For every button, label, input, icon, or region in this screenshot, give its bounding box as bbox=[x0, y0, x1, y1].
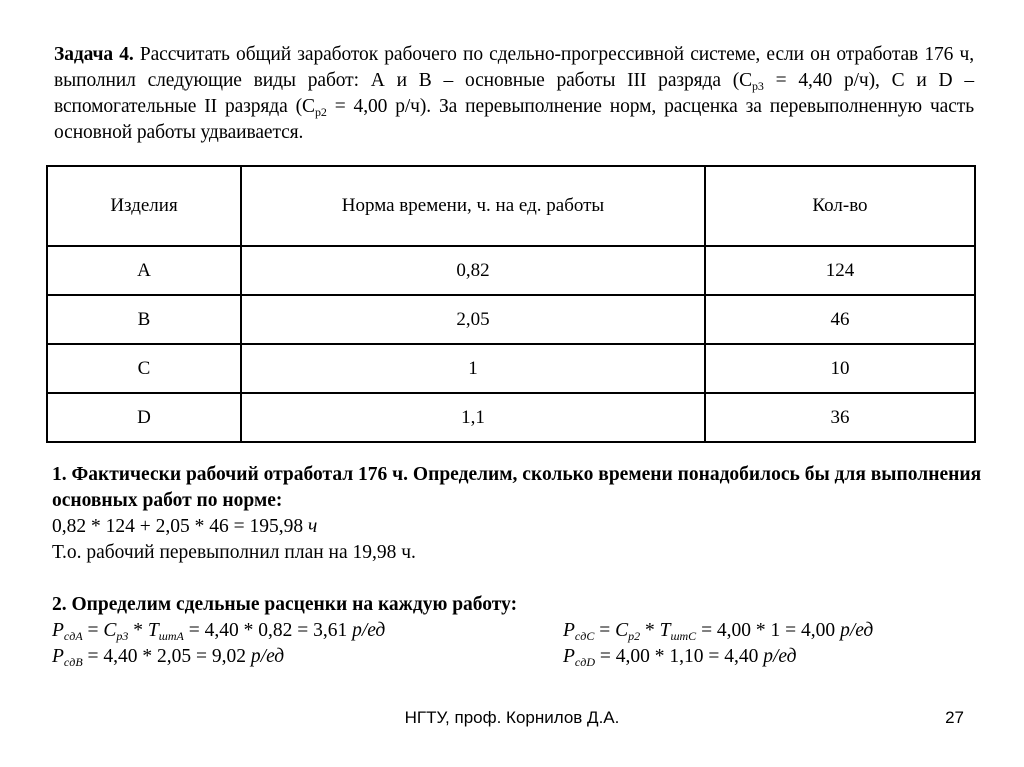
header-cell: Изделия bbox=[47, 166, 241, 246]
formula-row-1 bbox=[52, 618, 982, 644]
table-cell: 0,82 bbox=[241, 246, 705, 295]
table-cell: D bbox=[47, 393, 241, 442]
task-statement bbox=[54, 42, 974, 146]
table-row bbox=[47, 295, 975, 344]
table-cell: 46 bbox=[705, 295, 975, 344]
step1-calc-unit: ч bbox=[303, 516, 318, 537]
table-cell: B bbox=[47, 295, 241, 344]
task-text-1: Рассчитать общий заработок рабочего по сдельно-прогрессивной системе, если он отработав 176 ч, выполнил следующие виды работ: А и В – основные работы III разряда (С bbox=[54, 44, 974, 91]
formula-d: $Р_{сдD} = 4,00 * 1,10 = 4,40$ р/ед bbox=[563, 646, 797, 669]
task-text-3: = 4,00 р/ч). За перевыполнение норм, расценка за перевыполненную часть основной работы удваивается. bbox=[54, 96, 974, 143]
task-sub-1: р3 bbox=[752, 79, 764, 93]
task-sub-2: р2 bbox=[314, 105, 327, 119]
step1-calc bbox=[52, 514, 982, 540]
table-cell: A bbox=[47, 246, 241, 295]
table-row bbox=[47, 393, 975, 442]
table-cell: 36 bbox=[705, 393, 975, 442]
formula-b: $Р_{сдВ} = 4,40 * 2,05 = 9,02$ р/ед bbox=[52, 646, 285, 669]
task-heading: Задача 4. bbox=[54, 44, 134, 65]
table-cell: 1 bbox=[241, 344, 705, 393]
formula-a: $Р_{сдА} = С_{р3} * Т_{штА} = 4,40 * 0,82 = 3,61$ р/ед bbox=[52, 620, 386, 643]
table-header-row bbox=[47, 166, 975, 246]
footer-author: НГТУ, проф. Корнилов Д.А. bbox=[404, 708, 620, 727]
table-cell: 10 bbox=[705, 344, 975, 393]
formula-row-2 bbox=[52, 644, 982, 670]
step1-result: Т.о. рабочий перевыполнил план на 19,98 ч. bbox=[52, 542, 416, 563]
table-cell: 124 bbox=[705, 246, 975, 295]
header-cell: Кол-во bbox=[705, 166, 975, 246]
table-cell: 1,1 bbox=[241, 393, 705, 442]
solution bbox=[52, 462, 982, 670]
page-number: 27 bbox=[945, 708, 964, 727]
step1-calc-expr: 0,82 * 124 + 2,05 * 46 = 195,98 bbox=[52, 516, 304, 537]
data-table bbox=[46, 165, 976, 443]
formula-c: $Р_{сдС} = С_{р2} * Т_{штС} = 4,00 * 1 = 4,00$ р/ед bbox=[563, 620, 874, 643]
table-row bbox=[47, 246, 975, 295]
task-text-2: = 4,40 р/ч), С и D – вспомогательные II разряда (С bbox=[54, 70, 975, 117]
table-row bbox=[47, 344, 975, 393]
header-cell: Норма времени, ч. на ед. работы bbox=[241, 166, 705, 246]
step1-heading: 1. Фактически рабочий отработал 176 ч. Определим, сколько времени понадобилось бы для выполнения основных работ по норме: bbox=[52, 464, 982, 511]
step2-heading: 2. Определим сдельные расценки на каждую работу: bbox=[52, 594, 518, 615]
table-cell: 2,05 bbox=[241, 295, 705, 344]
table-cell: C bbox=[47, 344, 241, 393]
